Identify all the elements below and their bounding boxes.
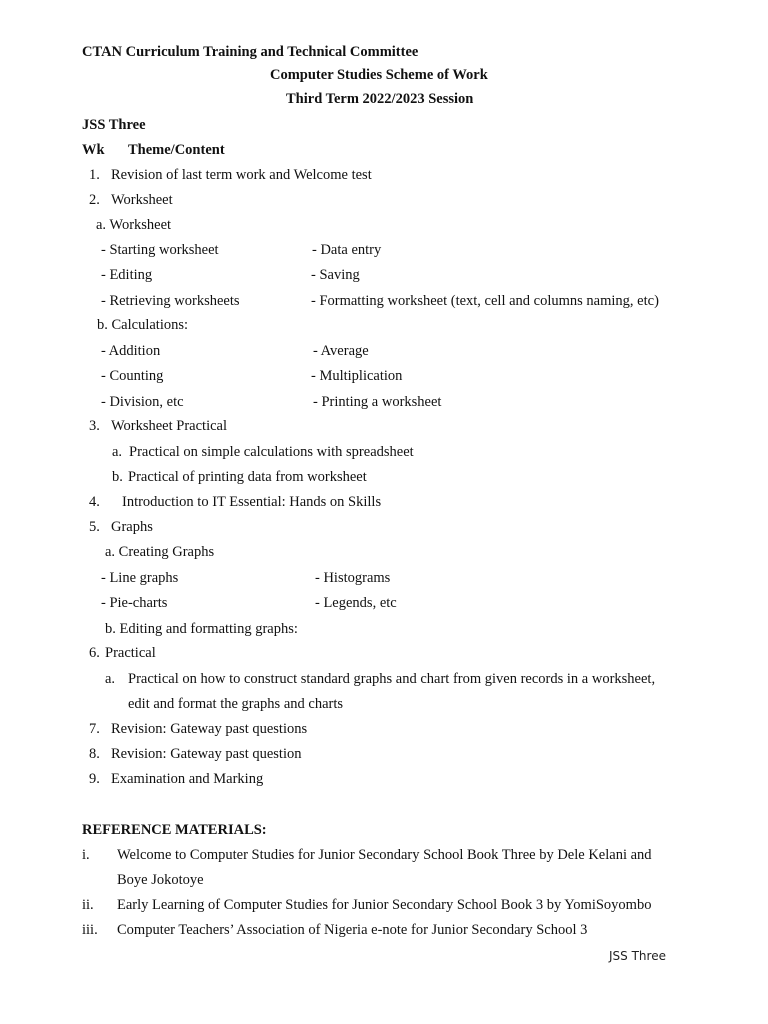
week-2-sub-a: a. Worksheet — [96, 217, 172, 233]
week-2b-item-right: - Average — [313, 343, 369, 359]
week-3-number: 3. — [89, 418, 100, 434]
reference-1-line1: Welcome to Computer Studies for Junior Secondary School Book Three by Dele Kelani and — [117, 847, 652, 863]
reference-2-text: Early Learning of Computer Studies for Junior Secondary School Book 3 by YomiSoyombo — [117, 897, 652, 913]
week-2-number: 2. — [89, 192, 100, 208]
week-3-sub-a-number: a. — [112, 444, 123, 460]
reference-1-line2: Boye Jokotoye — [117, 872, 204, 888]
week-5-text: Graphs — [111, 519, 153, 535]
week-2b-item-right: - Printing a worksheet — [313, 394, 442, 410]
week-2a-item-right: - Data entry — [312, 242, 382, 258]
week-2b-item-left: - Addition — [101, 343, 161, 359]
class-name: JSS Three — [82, 117, 146, 133]
week-9-number: 9. — [89, 771, 100, 787]
column-week-header: Wk — [82, 142, 105, 158]
week-6-text: Practical — [105, 645, 156, 661]
week-6-sub-a-number: a. — [105, 671, 116, 687]
committee-name: CTAN Curriculum Training and Technical Committee — [82, 44, 419, 60]
week-2a-item-right: - Saving — [311, 267, 360, 283]
week-5a-item-left: - Pie-charts — [101, 595, 168, 611]
page-footer-label: JSS Three — [609, 949, 666, 963]
week-5-sub-a: a. Creating Graphs — [105, 544, 215, 560]
week-7-text: Revision: Gateway past questions — [111, 721, 308, 737]
week-3-sub-b-text: Practical of printing data from worksheet — [128, 469, 367, 485]
week-4-number: 4. — [89, 494, 100, 510]
week-2b-item-left: - Counting — [101, 368, 164, 384]
week-6-sub-a-line1: Practical on how to construct standard graphs and chart from given records in a worksheet, — [128, 671, 656, 687]
week-3-text: Worksheet Practical — [111, 418, 227, 434]
week-1-text: Revision of last term work and Welcome test — [111, 167, 372, 183]
week-8-number: 8. — [89, 746, 100, 762]
references-heading: REFERENCE MATERIALS: — [82, 822, 267, 838]
week-2-text: Worksheet — [111, 192, 173, 208]
week-2b-item-left: - Division, etc — [101, 394, 184, 410]
week-3-sub-a-text: Practical on simple calculations with spreadsheet — [129, 444, 414, 460]
week-5-sub-b: b. Editing and formatting graphs: — [105, 621, 298, 637]
week-2a-item-left: - Starting worksheet — [101, 242, 219, 258]
week-8-text: Revision: Gateway past question — [111, 746, 302, 762]
week-4-text: Introduction to IT Essential: Hands on Skills — [122, 494, 382, 510]
reference-2-number: ii. — [82, 897, 94, 913]
term-session: Third Term 2022/2023 Session — [286, 91, 474, 107]
week-2a-item-right: - Formatting worksheet (text, cell and columns naming, etc) — [311, 293, 659, 309]
week-5a-item-right: - Histograms — [315, 570, 391, 586]
reference-1-number: i. — [82, 847, 90, 863]
reference-3-number: iii. — [82, 922, 98, 938]
week-9-text: Examination and Marking — [111, 771, 264, 787]
week-6-number: 6. — [89, 645, 100, 661]
week-7-number: 7. — [89, 721, 100, 737]
week-2-sub-b: b. Calculations: — [97, 317, 189, 333]
week-3-sub-b-number: b. — [112, 469, 123, 485]
week-2a-item-left: - Retrieving worksheets — [101, 293, 240, 309]
column-theme-header: Theme/Content — [128, 142, 225, 158]
week-6-sub-a-line2: edit and format the graphs and charts — [128, 696, 344, 712]
week-1-number: 1. — [89, 167, 100, 183]
week-5a-item-left: - Line graphs — [101, 570, 179, 586]
week-5a-item-right: - Legends, etc — [315, 595, 397, 611]
week-2b-item-right: - Multiplication — [311, 368, 403, 384]
reference-3-text: Computer Teachers’ Association of Nigeria e-note for Junior Secondary School 3 — [117, 922, 588, 938]
week-2a-item-left: - Editing — [101, 267, 153, 283]
document-title: Computer Studies Scheme of Work — [270, 67, 488, 83]
week-5-number: 5. — [89, 519, 100, 535]
